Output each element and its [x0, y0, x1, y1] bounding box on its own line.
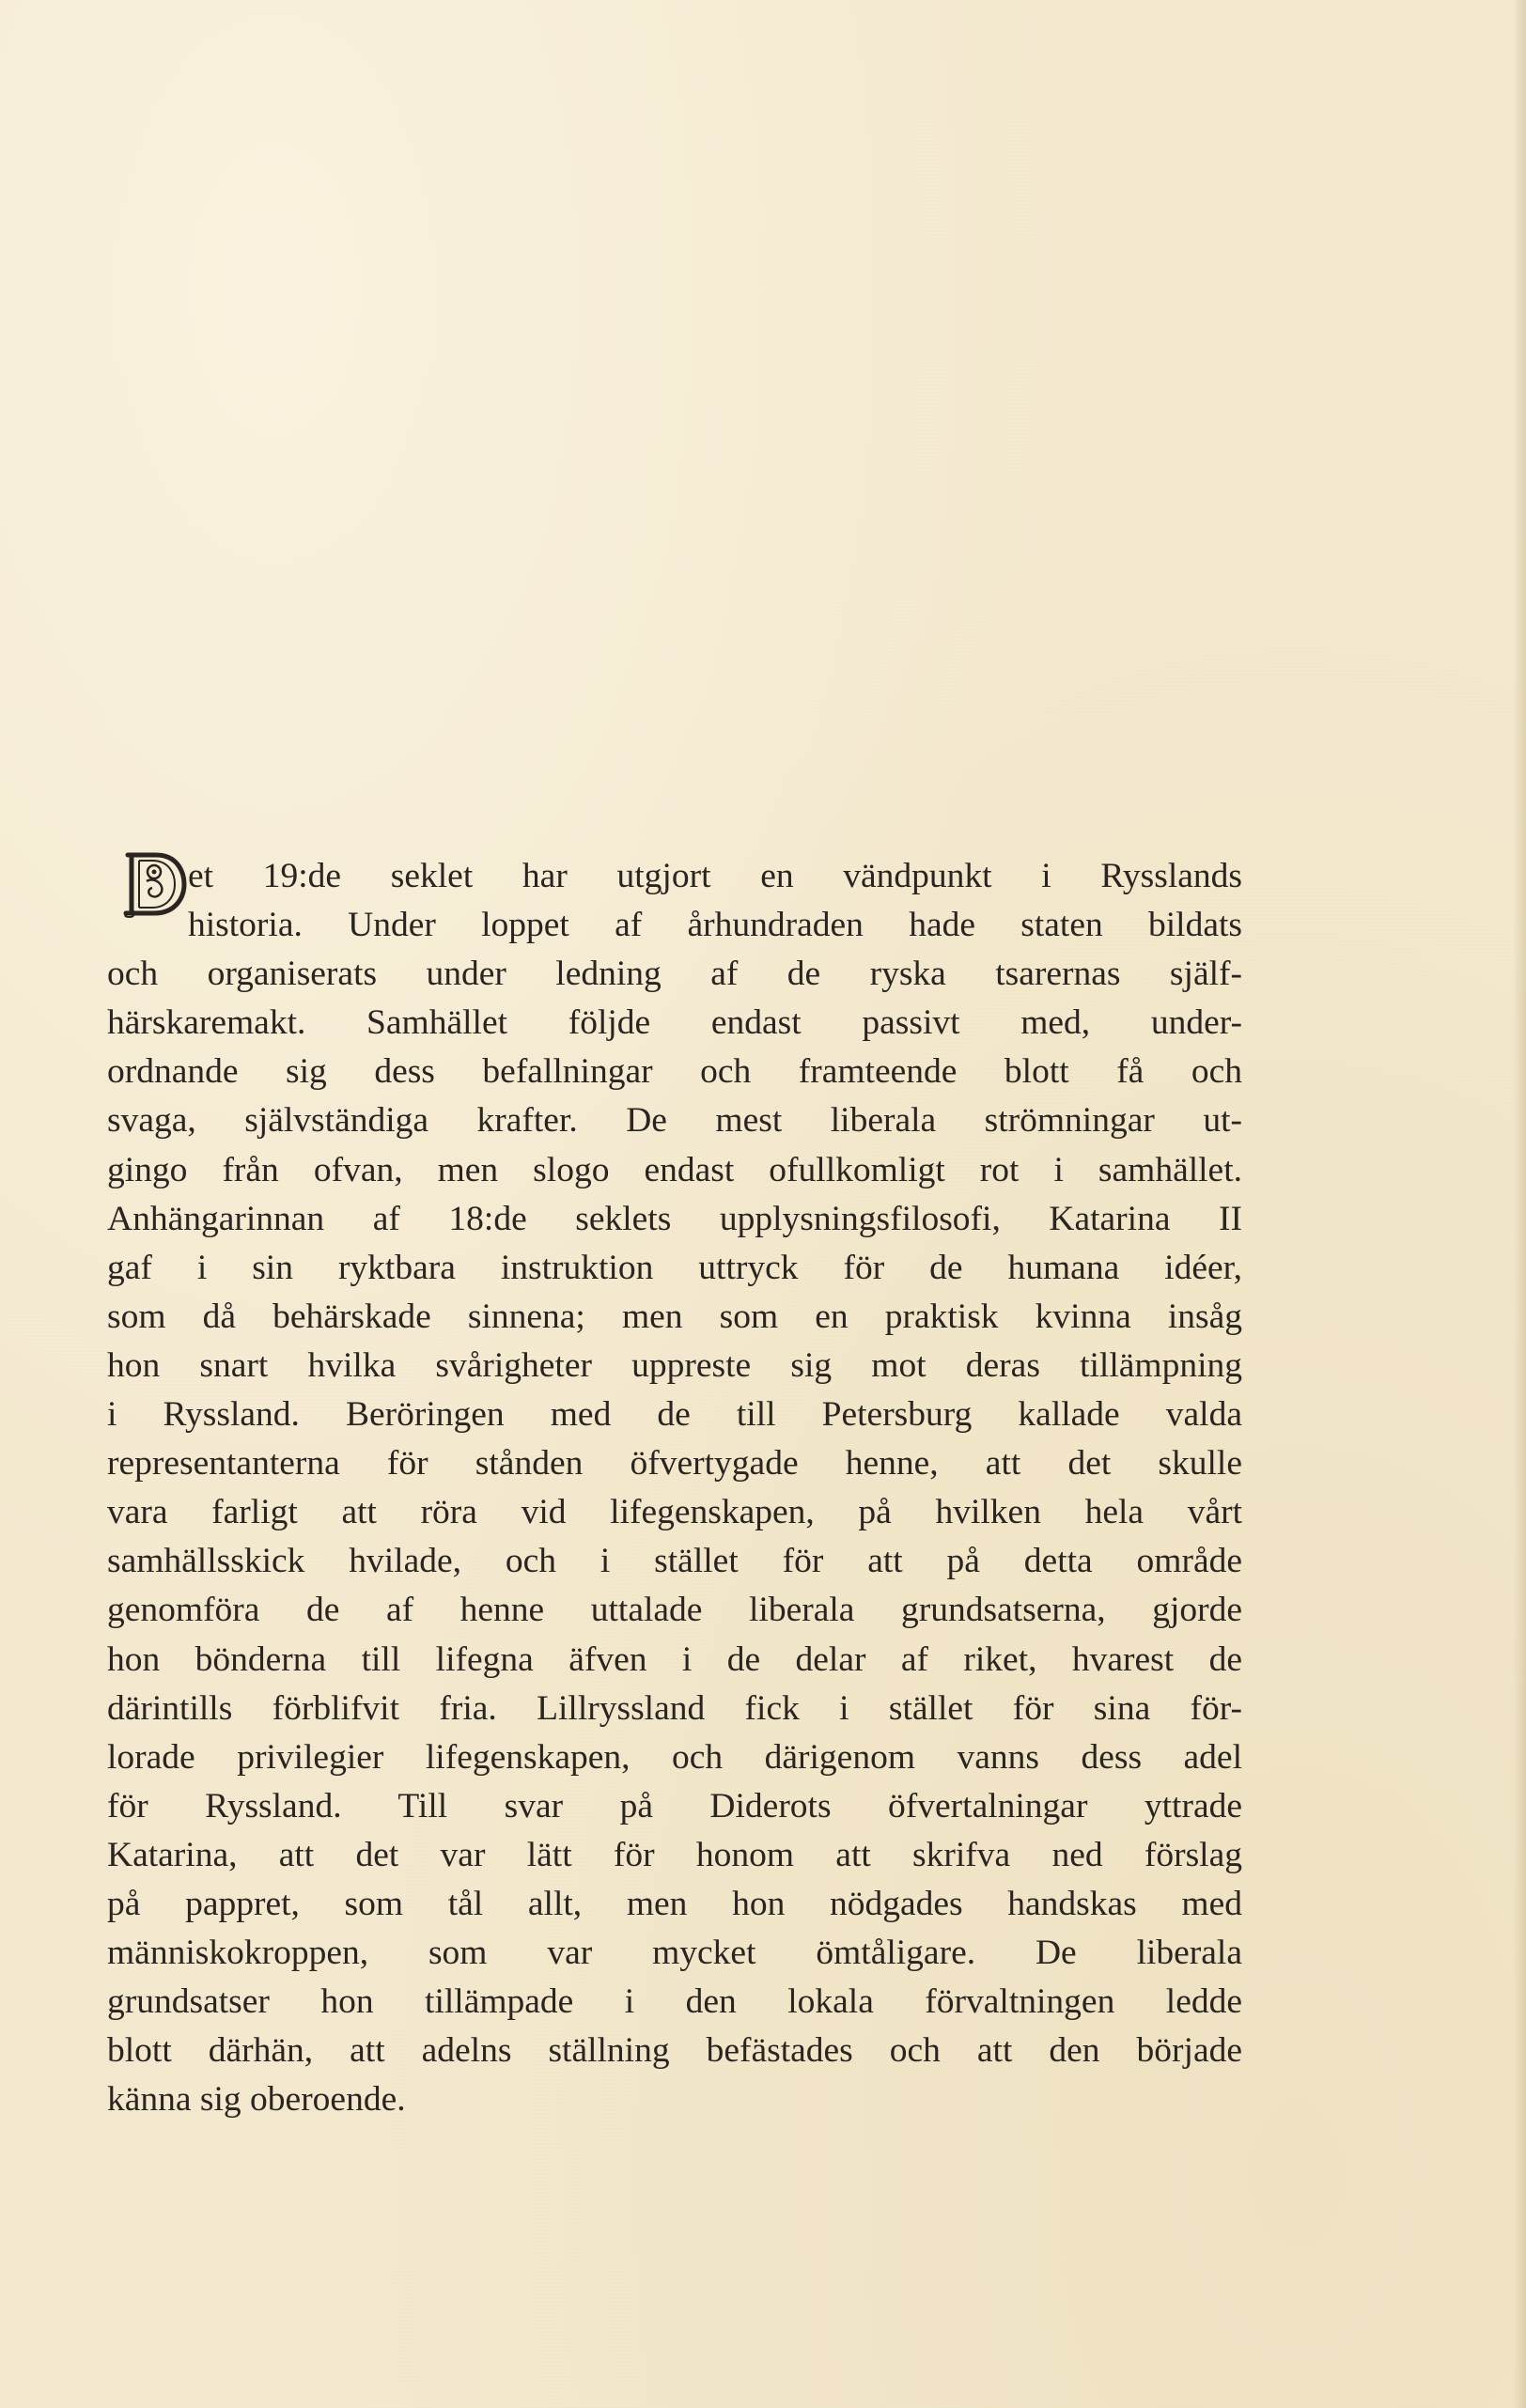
- text-line: et 19:de seklet har utgjort en vändpunkt i Rysslands: [188, 857, 1242, 895]
- text-line: Katarina, att det var lätt för honom att skrifva ned förslag: [107, 1835, 1242, 1874]
- text-line: blott därhän, att adelns ställning befästades och att den började: [107, 2031, 1242, 2071]
- text-line: lorade privilegier lifegenskapen, och därigenom vanns dess adel: [107, 1737, 1242, 1777]
- text-line: känna sig oberoende.: [107, 2080, 406, 2120]
- text-line: gaf i sin ryktbara instruktion uttryck för de humana idéer,: [107, 1248, 1242, 1287]
- text-line: som då behärskade sinnena; men som en praktisk kvinna insåg: [107, 1297, 1242, 1336]
- page-edge-shadow: [1513, 0, 1526, 2408]
- text-line: samhällsskick hvilade, och i stället för att på detta område: [107, 1542, 1242, 1581]
- text-line: historia. Under loppet af århundraden hade staten bildats: [188, 906, 1242, 945]
- text-line: och organiserats under ledning af de ryska tsarernas själf-: [107, 955, 1242, 994]
- text-line: härskaremakt. Samhället följde endast passivt med, under-: [107, 1003, 1242, 1043]
- text-line: för Ryssland. Till svar på Diderots öfvertalningar yttrade: [107, 1786, 1242, 1825]
- text-line: vara farligt att röra vid lifegenskapen, på hvilken hela vårt: [107, 1493, 1242, 1532]
- text-line: människokroppen, som var mycket ömtåligare. De liberala: [107, 1934, 1242, 1973]
- text-line: representanterna för stånden öfvertygade henne, att det skulle: [107, 1444, 1242, 1484]
- text-line: på pappret, som tål allt, men hon nödgades handskas med: [107, 1884, 1242, 1923]
- text-line: i Ryssland. Beröringen med de till Petersburg kallade valda: [107, 1395, 1242, 1435]
- text-line: svaga, självständiga krafter. De mest liberala strömningar ut-: [107, 1101, 1242, 1141]
- text-line: gingo från ofvan, men slogo endast ofullkomligt rot i samhället.: [107, 1150, 1242, 1189]
- text-line: Anhängarinnan af 18:de seklets upplysningsfilosofi, Katarina II: [107, 1199, 1242, 1238]
- text-line: ordnande sig dess befallningar och framteende blott få och: [107, 1052, 1242, 1092]
- text-line: genomföra de af henne uttalade liberala grundsatserna, gjorde: [107, 1591, 1242, 1630]
- text-line: därintills förblifvit fria. Lillryssland fick i stället för sina för-: [107, 1688, 1242, 1728]
- text-line: hon bönderna till lifegna äfven i de delar af riket, hvarest de: [107, 1639, 1242, 1679]
- text-line: grundsatser hon tillämpade i den lokala förvaltningen ledde: [107, 1982, 1242, 2022]
- body-text: [107, 852, 1242, 2124]
- text-line: hon snart hvilka svårigheter uppreste sig mot deras tillämpning: [107, 1345, 1242, 1385]
- svg-text:D: D: [122, 849, 123, 850]
